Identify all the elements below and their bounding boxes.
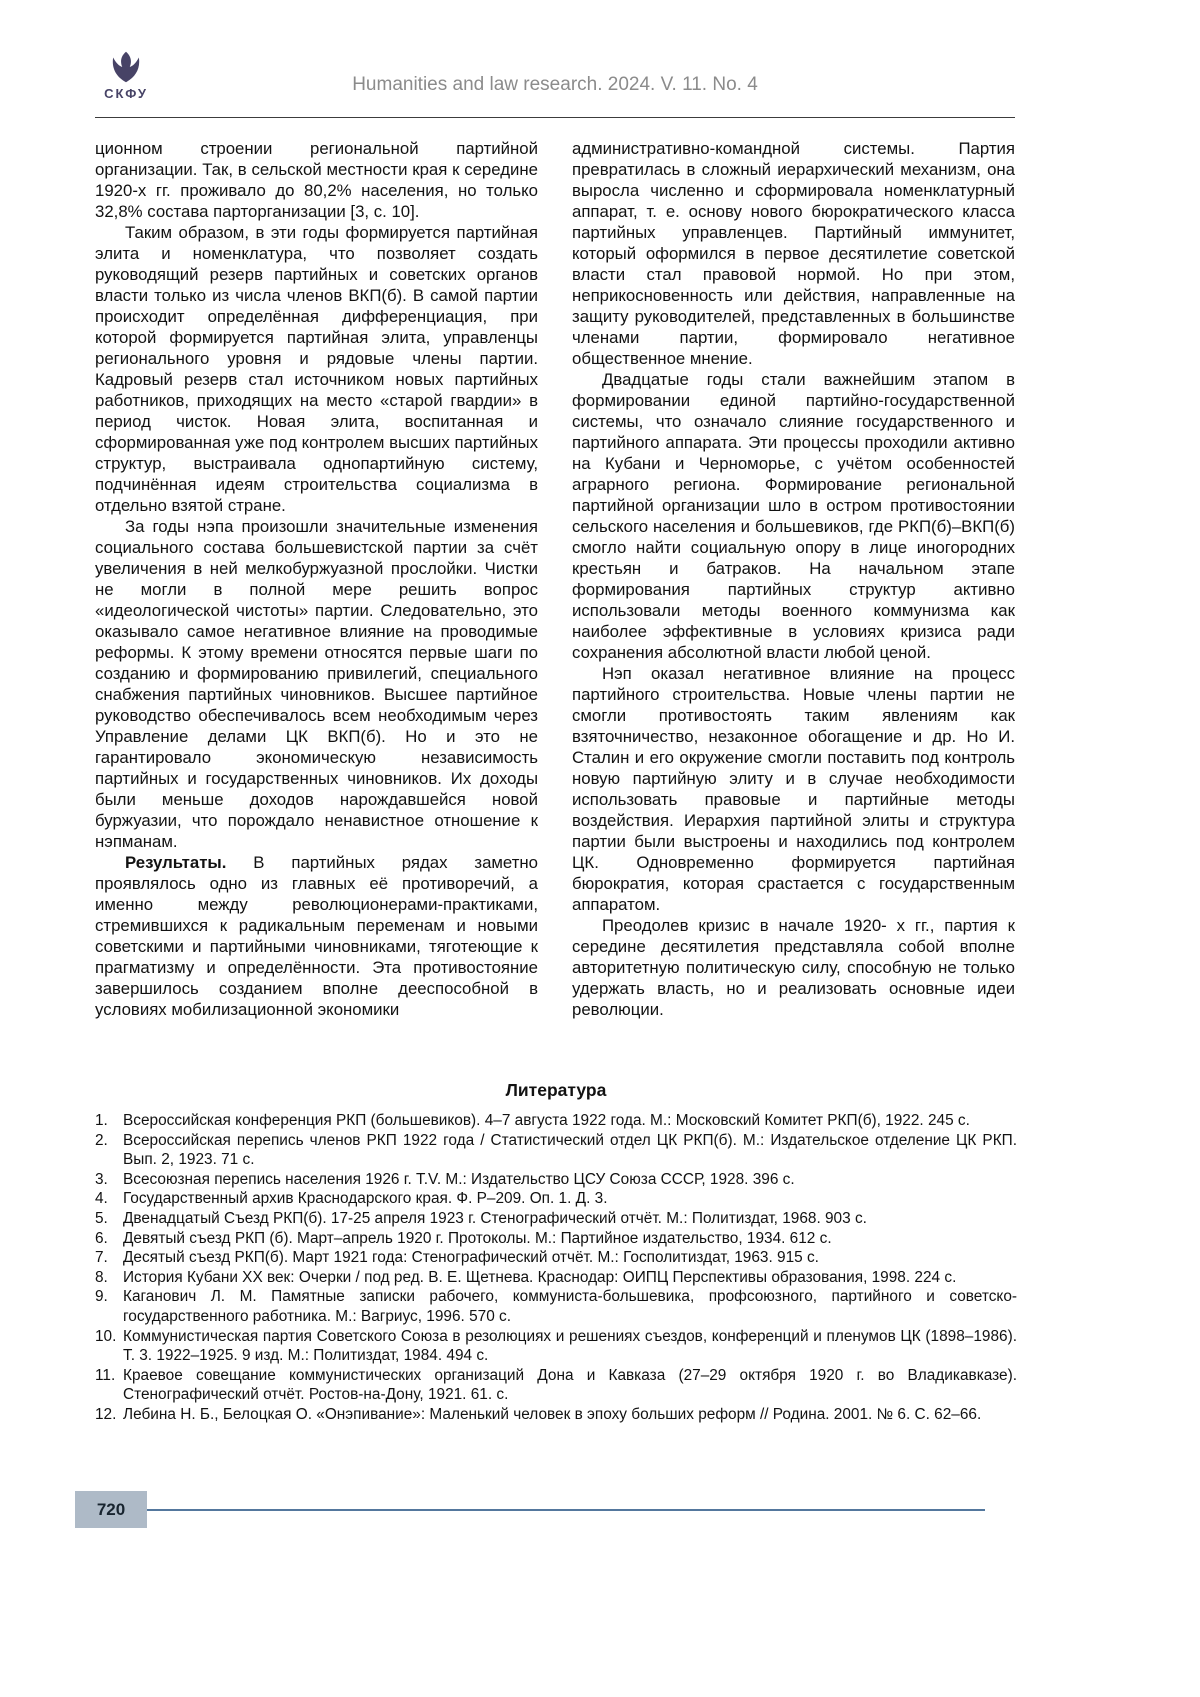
journal-title: Humanities and law research. 2024. V. 11. No. 4 bbox=[352, 74, 758, 95]
paragraph: Таким образом, в эти годы формируется партийная элита и номенклатура, что позволяет создать руководящий резерв партийных и советских органов власти только из числа членов ВКП(б). В самой партии происходит определённая дифференциация, при которой формируется партийная элита, управленцы регионального уровня и рядовые члены партии. Кадровый резерв стал источником новых партийных работников, приходящих на место «старой гвардии» в период чисток. Новая элита, воспитанная и сформированная уже под контролем высших партийных структур, выстраивала однопартийную систему, подчинённая идеям строительства социализма в отдельно взятой стране. bbox=[95, 223, 538, 515]
reference-number: 4. bbox=[95, 1190, 108, 1208]
reference-text: Всероссийская конференция РКП (большевиков). 4–7 августа 1922 года. М.: Московский Комитет РКП(б), 1922. 245 с. bbox=[123, 1112, 970, 1129]
logo-text: СКФУ bbox=[104, 86, 148, 101]
reference-number: 12. bbox=[95, 1405, 117, 1423]
reference-item bbox=[95, 1287, 1017, 1326]
page-number-badge: 720 bbox=[75, 1491, 147, 1528]
reference-item bbox=[95, 1366, 1017, 1405]
reference-number: 1. bbox=[95, 1112, 108, 1129]
paragraph: Нэп оказал негативное влияние на процесс партийного строительства. Новые члены партии не смогли противостоять таким явлениям как взяточничество, незаконное обогащение и др. Но И. Сталин и его окружение смогли поставить под контроль новую партийную элиту и в случае необходимости использовать правовые и партийные методы воздействия. Иерархия партийной элиты и структура партии были выстроены и находились под контролем ЦК. Одновременно формируется партийная бюрократия, которая срастается с государственным аппаратом. bbox=[572, 664, 1015, 914]
reference-text: История Кубани XX век: Очерки / под ред. В. Е. Щетнева. Краснодар: ОИПЦ Перспективы образования, 1998. 224 с. bbox=[123, 1268, 957, 1286]
paragraph: административно-командной системы. Партия превратилась в сложный иерархический механизм, она выросла численно и сформировала номенклатурный аппарат, т. е. основу нового бюрократического класса партийных управленцев. Партийный иммунитет, который оформился в первое десятилетие советской власти стал правовой нормой. Но при этом, неприкосновенность или действия, направленные на защиту руководителей, представленных в большинстве членами партии, формировало негативное общественное мнение. bbox=[572, 139, 1015, 368]
reference-number: 9. bbox=[95, 1288, 108, 1306]
page-footer bbox=[75, 1491, 985, 1528]
paragraph-results bbox=[95, 852, 538, 1020]
left-column bbox=[95, 138, 538, 1020]
reference-text: Всесоюзная перепись населения 1926 г. Т.V. М.: Издательство ЦСУ Союза СССР, 1928. 396 с. bbox=[123, 1170, 795, 1188]
references-heading: Литература bbox=[505, 1080, 607, 1100]
reference-number: 8. bbox=[95, 1268, 108, 1286]
reference-item bbox=[95, 1111, 1017, 1131]
right-column bbox=[572, 138, 1015, 1020]
paragraph-text: В партийных рядах заметно проявлялось одно из главных её противоречий, а именно между революционерами-практиками, стремившихся к радикальным переменам и новыми советскими и партийными чиновниками, тяготеющие к прагматизму и определённости. Эта противостояние завершилось созданием вполне дееспособной в условиях мобилизационной экономики bbox=[95, 853, 538, 1019]
reference-text: Лебина Н. Б., Белоцкая О. «Онэпивание»: Маленький человек в эпоху больших реформ // Родина. 2001. № 6. С. 62–66. bbox=[123, 1405, 982, 1423]
reference-item bbox=[95, 1248, 1017, 1268]
results-lead-label: Результаты. bbox=[125, 853, 227, 872]
reference-text: Двенадцатый Съезд РКП(б). 17-25 апреля 1923 г. Стенографический отчёт. М.: Политиздат, 1968. 903 с. bbox=[123, 1209, 867, 1227]
reference-text: Всероссийская перепись членов РКП 1922 года / Статистический отдел ЦК РКП(б). М.: Издательское отделение ЦК РКП. Вып. 2, 1923. 71 с. bbox=[123, 1131, 1017, 1169]
reference-item bbox=[95, 1189, 1017, 1209]
paragraph: ционном строении региональной партийной организации. Так, в сельской местности края к середине 1920-х гг. проживало до 80,2% населения, но только 32,8% состава парторганизации [3, с. 10]. bbox=[95, 139, 538, 221]
reference-item bbox=[95, 1170, 1017, 1190]
paragraph: Двадцатые годы стали важнейшим этапом в формировании единой партийно-государственной системы, что означало слияние государственного и партийного аппарата. Эти процессы проходили активно на Кубани и Черноморье, с учётом особенностей аграрного региона. Формирование региональной партийной организации шло в остром противостоянии сельского населения и большевиков, где РКП(б)–ВКП(б) смогло найти социальную опору в лице иногородних крестьян и батраков. На начальном этапе формирования партийных структур активно использовали методы военного коммунизма как наиболее эффективные в условиях кризиса ради сохранения абсолютной власти любой ценой. bbox=[572, 370, 1015, 662]
reference-item bbox=[95, 1209, 1017, 1229]
reference-number: 2. bbox=[95, 1131, 108, 1149]
paragraph: Преодолев кризис в начале 1920- х гг., партия к середине десятилетия представляла собой вполне авторитетную политическую силу, способную не только удержать власть, но и реализовать основные идеи революции. bbox=[572, 916, 1015, 1019]
reference-item bbox=[95, 1131, 1017, 1170]
reference-text: Краевое совещание коммунистических организаций Дона и Кавказа (27–29 октября 1920 г. во Владикавказе). Стенографический отчёт. Ростов-на-Дону, 1921. 61. с. bbox=[123, 1366, 1017, 1404]
reference-number: 7. bbox=[95, 1249, 108, 1267]
page-header bbox=[95, 54, 1015, 118]
reference-number: 11. bbox=[95, 1366, 116, 1384]
reference-number: 5. bbox=[95, 1209, 108, 1227]
reference-number: 3. bbox=[95, 1170, 108, 1188]
reference-item bbox=[95, 1229, 1017, 1249]
reference-text: Каганович Л. М. Памятные записки рабочего, коммуниста-большевика, профсоюзного, партийного и советско-государственного работника. М.: Вагриус, 1996. 570 с. bbox=[123, 1288, 1017, 1325]
reference-item bbox=[95, 1405, 1017, 1425]
reference-item bbox=[95, 1268, 1017, 1288]
references-list bbox=[95, 1111, 1017, 1425]
footer-rule bbox=[147, 1509, 985, 1511]
reference-text: Девятый съезд РКП (б). Март–апрель 1920 г. Протоколы. М.: Партийное издательство, 1934. 612 с. bbox=[123, 1229, 832, 1247]
article-body bbox=[95, 138, 1015, 1020]
reference-number: 6. bbox=[95, 1229, 108, 1247]
paragraph: За годы нэпа произошли значительные изменения социального состава большевистской партии за счёт увеличения в ней мелкобуржуазной прослойки. Чистки не могли в полной мере решить вопрос «идеологической чистоты» партии. Следовательно, это оказывало самое негативное влияние на проводимые реформы. К этому времени относятся первые шаги по созданию и формированию привилегий, специального снабжения партийных чиновников. Высшее партийное руководство обеспечивалось всем необходимым через Управление делами ЦК ВКП(б). Но и это не гарантировало экономическую независимость партийных и государственных чиновников. Их доходы были меньше доходов нарождавшейся новой буржуазии, что порождало ненавистное отношение к нэпманам. bbox=[95, 517, 538, 851]
reference-number: 10. bbox=[95, 1327, 117, 1345]
reference-text: Десятый съезд РКП(б). Март 1921 года: Стенографический отчёт. М.: Госполитиздат, 1963. 915 с. bbox=[123, 1249, 819, 1267]
reference-text: Коммунистическая партия Советского Союза в резолюциях и решениях съездов, конференций и пленумов ЦК (1898–1986). Т. 3. 1922–1925. 9 изд. М.: Политиздат, 1984. 494 с. bbox=[123, 1327, 1017, 1365]
references-section bbox=[95, 1080, 1017, 1425]
reference-text: Государственный архив Краснодарского края. Ф. Р–209. Оп. 1. Д. 3. bbox=[123, 1190, 608, 1208]
reference-item bbox=[95, 1327, 1017, 1366]
